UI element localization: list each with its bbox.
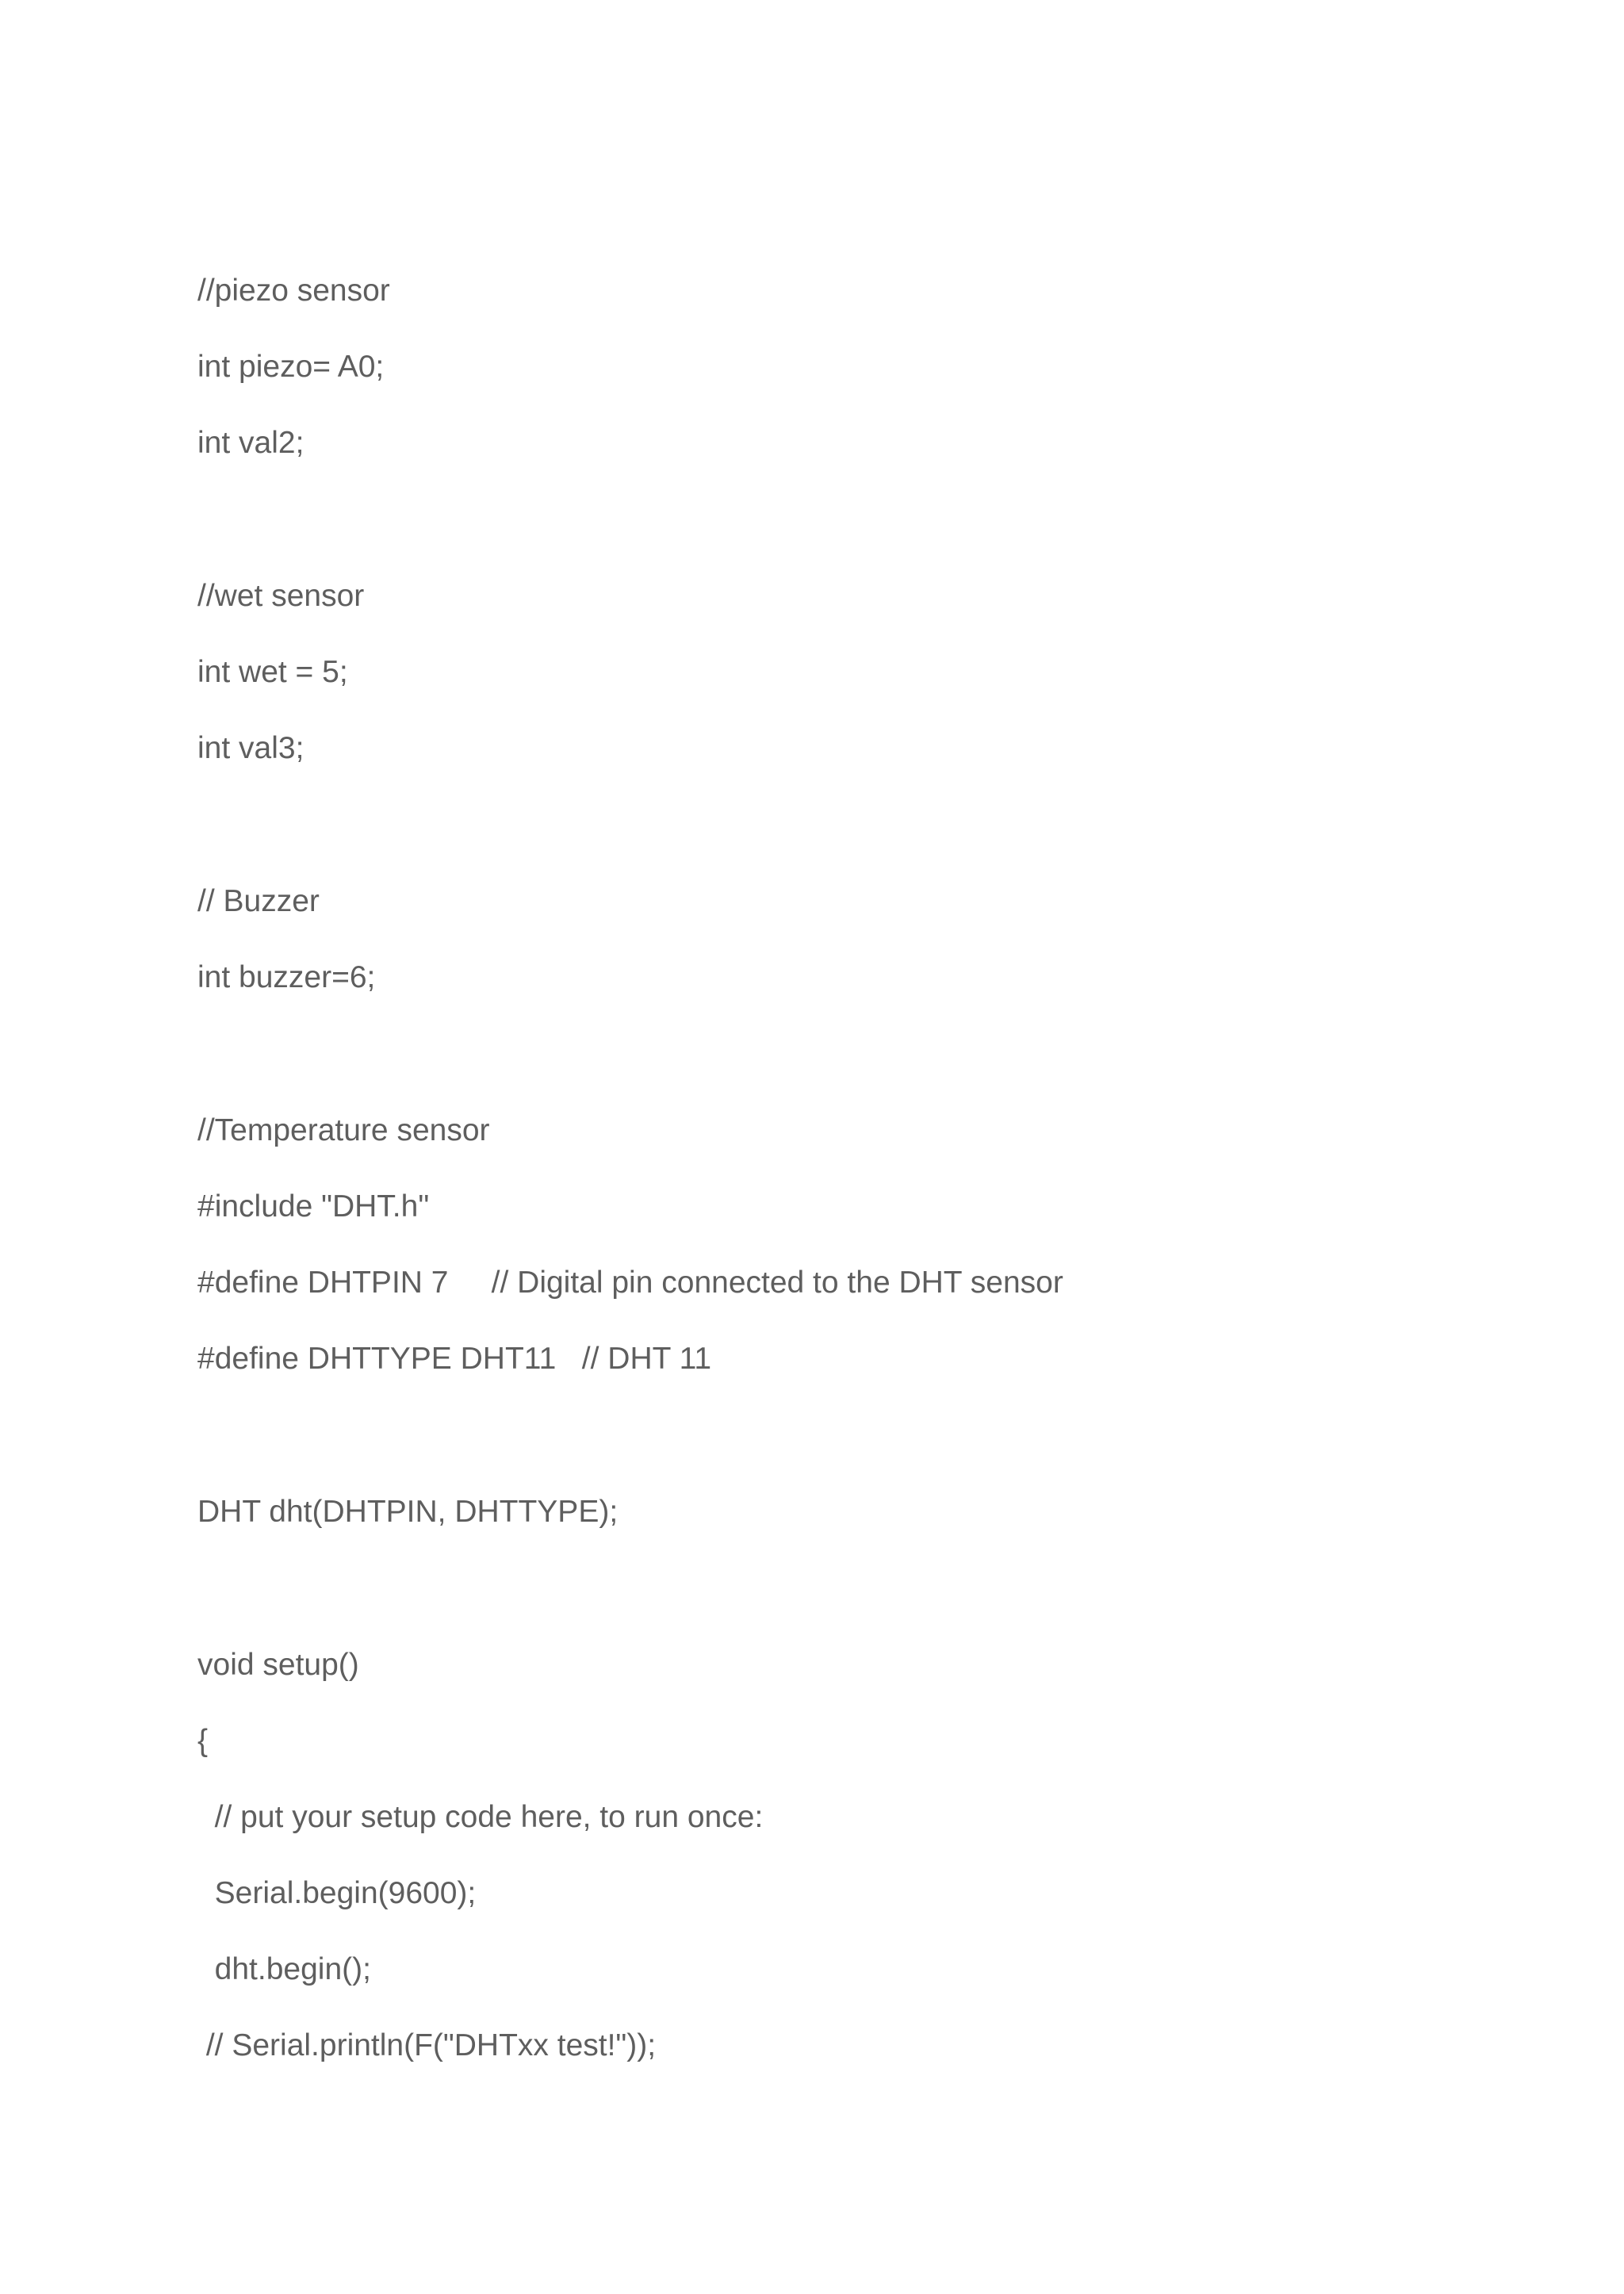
code-line: DHT dht(DHTPIN, DHTTYPE); <box>197 1495 619 1529</box>
code-line: void setup() <box>197 1648 359 1682</box>
code-line: int piezo= A0; <box>197 350 385 384</box>
code-line: { <box>197 1724 209 1758</box>
code-line: int buzzer=6; <box>197 960 376 994</box>
code-line: // Serial.println(F("DHTxx test!")); <box>197 2028 657 2062</box>
code-line: int val3; <box>197 731 304 765</box>
code-line: //piezo sensor <box>197 274 390 308</box>
code-line: //wet sensor <box>197 579 365 613</box>
code-line: int val2; <box>197 426 304 460</box>
code-line: // put your setup code here, to run once: <box>197 1800 764 1834</box>
code-line: #define DHTTYPE DHT11 // DHT 11 <box>197 1342 712 1376</box>
code-line: // Buzzer <box>197 884 320 918</box>
code-line: #define DHTPIN 7 // Digital pin connected to the DHT sensor <box>197 1266 1063 1300</box>
code-line: dht.begin(); <box>197 1952 371 1986</box>
code-line: #include "DHT.h" <box>197 1189 430 1224</box>
code-line: int wet = 5; <box>197 655 348 689</box>
code-line: Serial.begin(9600); <box>197 1876 477 1910</box>
code-line: //Temperature sensor <box>197 1113 490 1147</box>
